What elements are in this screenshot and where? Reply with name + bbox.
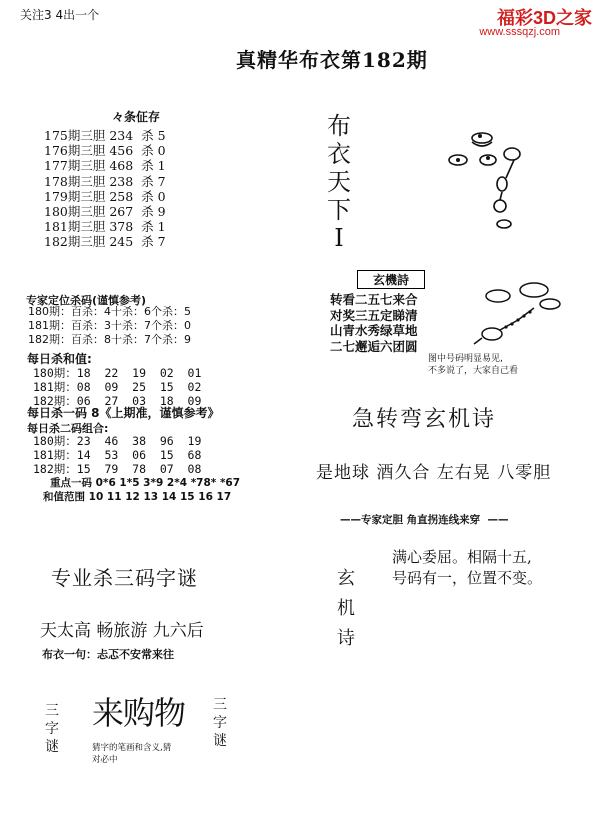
vertical-char: 衣: [327, 140, 351, 168]
jizhuan-riddle-line: 是地球 酒久合 左右晃 八零胆: [316, 463, 552, 483]
list-item: 180期：18 22 19 02 01: [33, 366, 202, 380]
site-brand-logo[interactable]: 福彩3D之家: [496, 8, 592, 28]
list-item: 182期三胆 245 杀 7: [44, 234, 166, 250]
vertical-char: 字: [213, 715, 227, 731]
list-item: 176期三胆 456 杀 0: [44, 143, 166, 159]
list-item: 182期：06 27 03 18 09: [33, 394, 202, 409]
dingwei-heading: 专家定位杀码(谨慎参考): [26, 294, 147, 307]
sum-range-line: 和值范围 10 11 12 13 14 15 16 17: [43, 491, 232, 503]
list-item: 182期：15 79 78 07 08: [33, 462, 202, 476]
vertical-char: 字: [45, 721, 59, 737]
kill-three-heading: 专业杀三码字谜: [51, 566, 198, 590]
list-item: 180期：23 46 38 96 19: [33, 434, 202, 448]
riddle-hint: [92, 742, 171, 766]
list-item: 177期三胆 468 杀 1: [44, 158, 166, 174]
vertical-char: 玄: [337, 568, 355, 589]
list-item: 180期三胆 267 杀 9: [44, 204, 166, 220]
dan-list: [44, 128, 166, 250]
buyi-sentence: 布衣一句：忐忑不安常来往: [42, 648, 174, 661]
xuanji-vertical-label: [334, 564, 358, 654]
list-item: 181期：14 53 06 15 68: [33, 448, 202, 462]
note-line: 图中号码明显易见,: [428, 354, 503, 364]
jizhuan-heading: 急转弯玄机诗: [352, 407, 497, 432]
chain-illustration: [470, 280, 568, 346]
xuanji-poem-box: [330, 270, 452, 354]
list-item: 182期：百杀：8十杀：7个杀：9: [28, 333, 191, 346]
riddle-label-right: [210, 696, 230, 750]
list-item: 181期：百杀：3十杀：7个杀：0: [28, 319, 191, 332]
poem-line: 对奖三五定睇清: [330, 307, 418, 323]
poem-line: 转看二五七来合: [330, 292, 418, 307]
expert-dan-line: ——专家定胆 角直拐连线来穿 ——: [340, 514, 509, 526]
hint-line: 对必中: [92, 755, 118, 765]
poem-line: 满心委屈。相隔十五,: [392, 548, 532, 566]
xuanji-poem-title: 玄機詩: [357, 270, 425, 289]
poem-line: 山青水秀绿草地: [330, 323, 418, 338]
erma-list: [33, 434, 201, 476]
vertical-char: 三: [45, 703, 59, 719]
vertical-char: 三: [213, 697, 227, 713]
key-code-line: 重点一码 0*6 1*5 3*9 2*4 *78* *67: [50, 477, 241, 489]
note-line: 不多说了，大家自己看: [428, 366, 519, 376]
vertical-char: 机: [337, 598, 355, 619]
dan-section-heading: 々条佂存: [112, 110, 161, 124]
list-item: 178期三胆 238 杀 7: [44, 173, 166, 189]
poem-line: 二七邂逅六团圆: [330, 338, 418, 354]
yima-heading: 每日杀一码 8《上期准，谨慎参考》: [27, 406, 220, 420]
page-title: 真精华布衣第182期: [236, 48, 428, 72]
list-item: 179期三胆 258 杀 0: [44, 188, 166, 204]
vertical-char: I: [334, 224, 344, 252]
hezhi-heading: 每日杀和值:: [27, 352, 92, 366]
vertical-char: 诗: [337, 628, 355, 649]
xuanji-poem-lines: [330, 292, 452, 354]
ingot-illustration: [444, 120, 540, 230]
buyi-vertical-title: [324, 112, 354, 252]
vertical-char: 下: [327, 196, 351, 224]
hezhi-list: [33, 366, 201, 409]
list-item: 175期三胆 234 杀 5: [44, 128, 166, 143]
poem-line: 号码有一，位置不变。: [392, 569, 543, 587]
site-brand-url[interactable]: www.sssqzj.com: [479, 26, 560, 38]
kill-three-riddle-line: 天太高 畅旅游 九六后: [40, 621, 204, 641]
hint-line: 猜字的笔画和含义,猜: [92, 743, 172, 753]
dingwei-list: [28, 305, 191, 347]
riddle-label-left: [42, 702, 62, 756]
vertical-char: 天: [327, 168, 351, 196]
list-item: 180期：百杀：4十杀：6个杀：5: [28, 305, 191, 318]
vertical-char: 谜: [45, 739, 59, 755]
picture-note: [428, 353, 578, 377]
vertical-char: 布: [327, 112, 351, 140]
list-item: 181期三胆 378 杀 1: [44, 219, 166, 235]
manxin-poem: [392, 547, 542, 589]
list-item: 181期：08 09 25 15 02: [33, 380, 202, 395]
riddle-center-word: 来购物: [92, 694, 186, 732]
top-note: 关注3 4出一个: [20, 8, 100, 22]
erma-heading: 每日杀二码组合:: [27, 422, 109, 435]
vertical-char: 谜: [213, 733, 227, 749]
